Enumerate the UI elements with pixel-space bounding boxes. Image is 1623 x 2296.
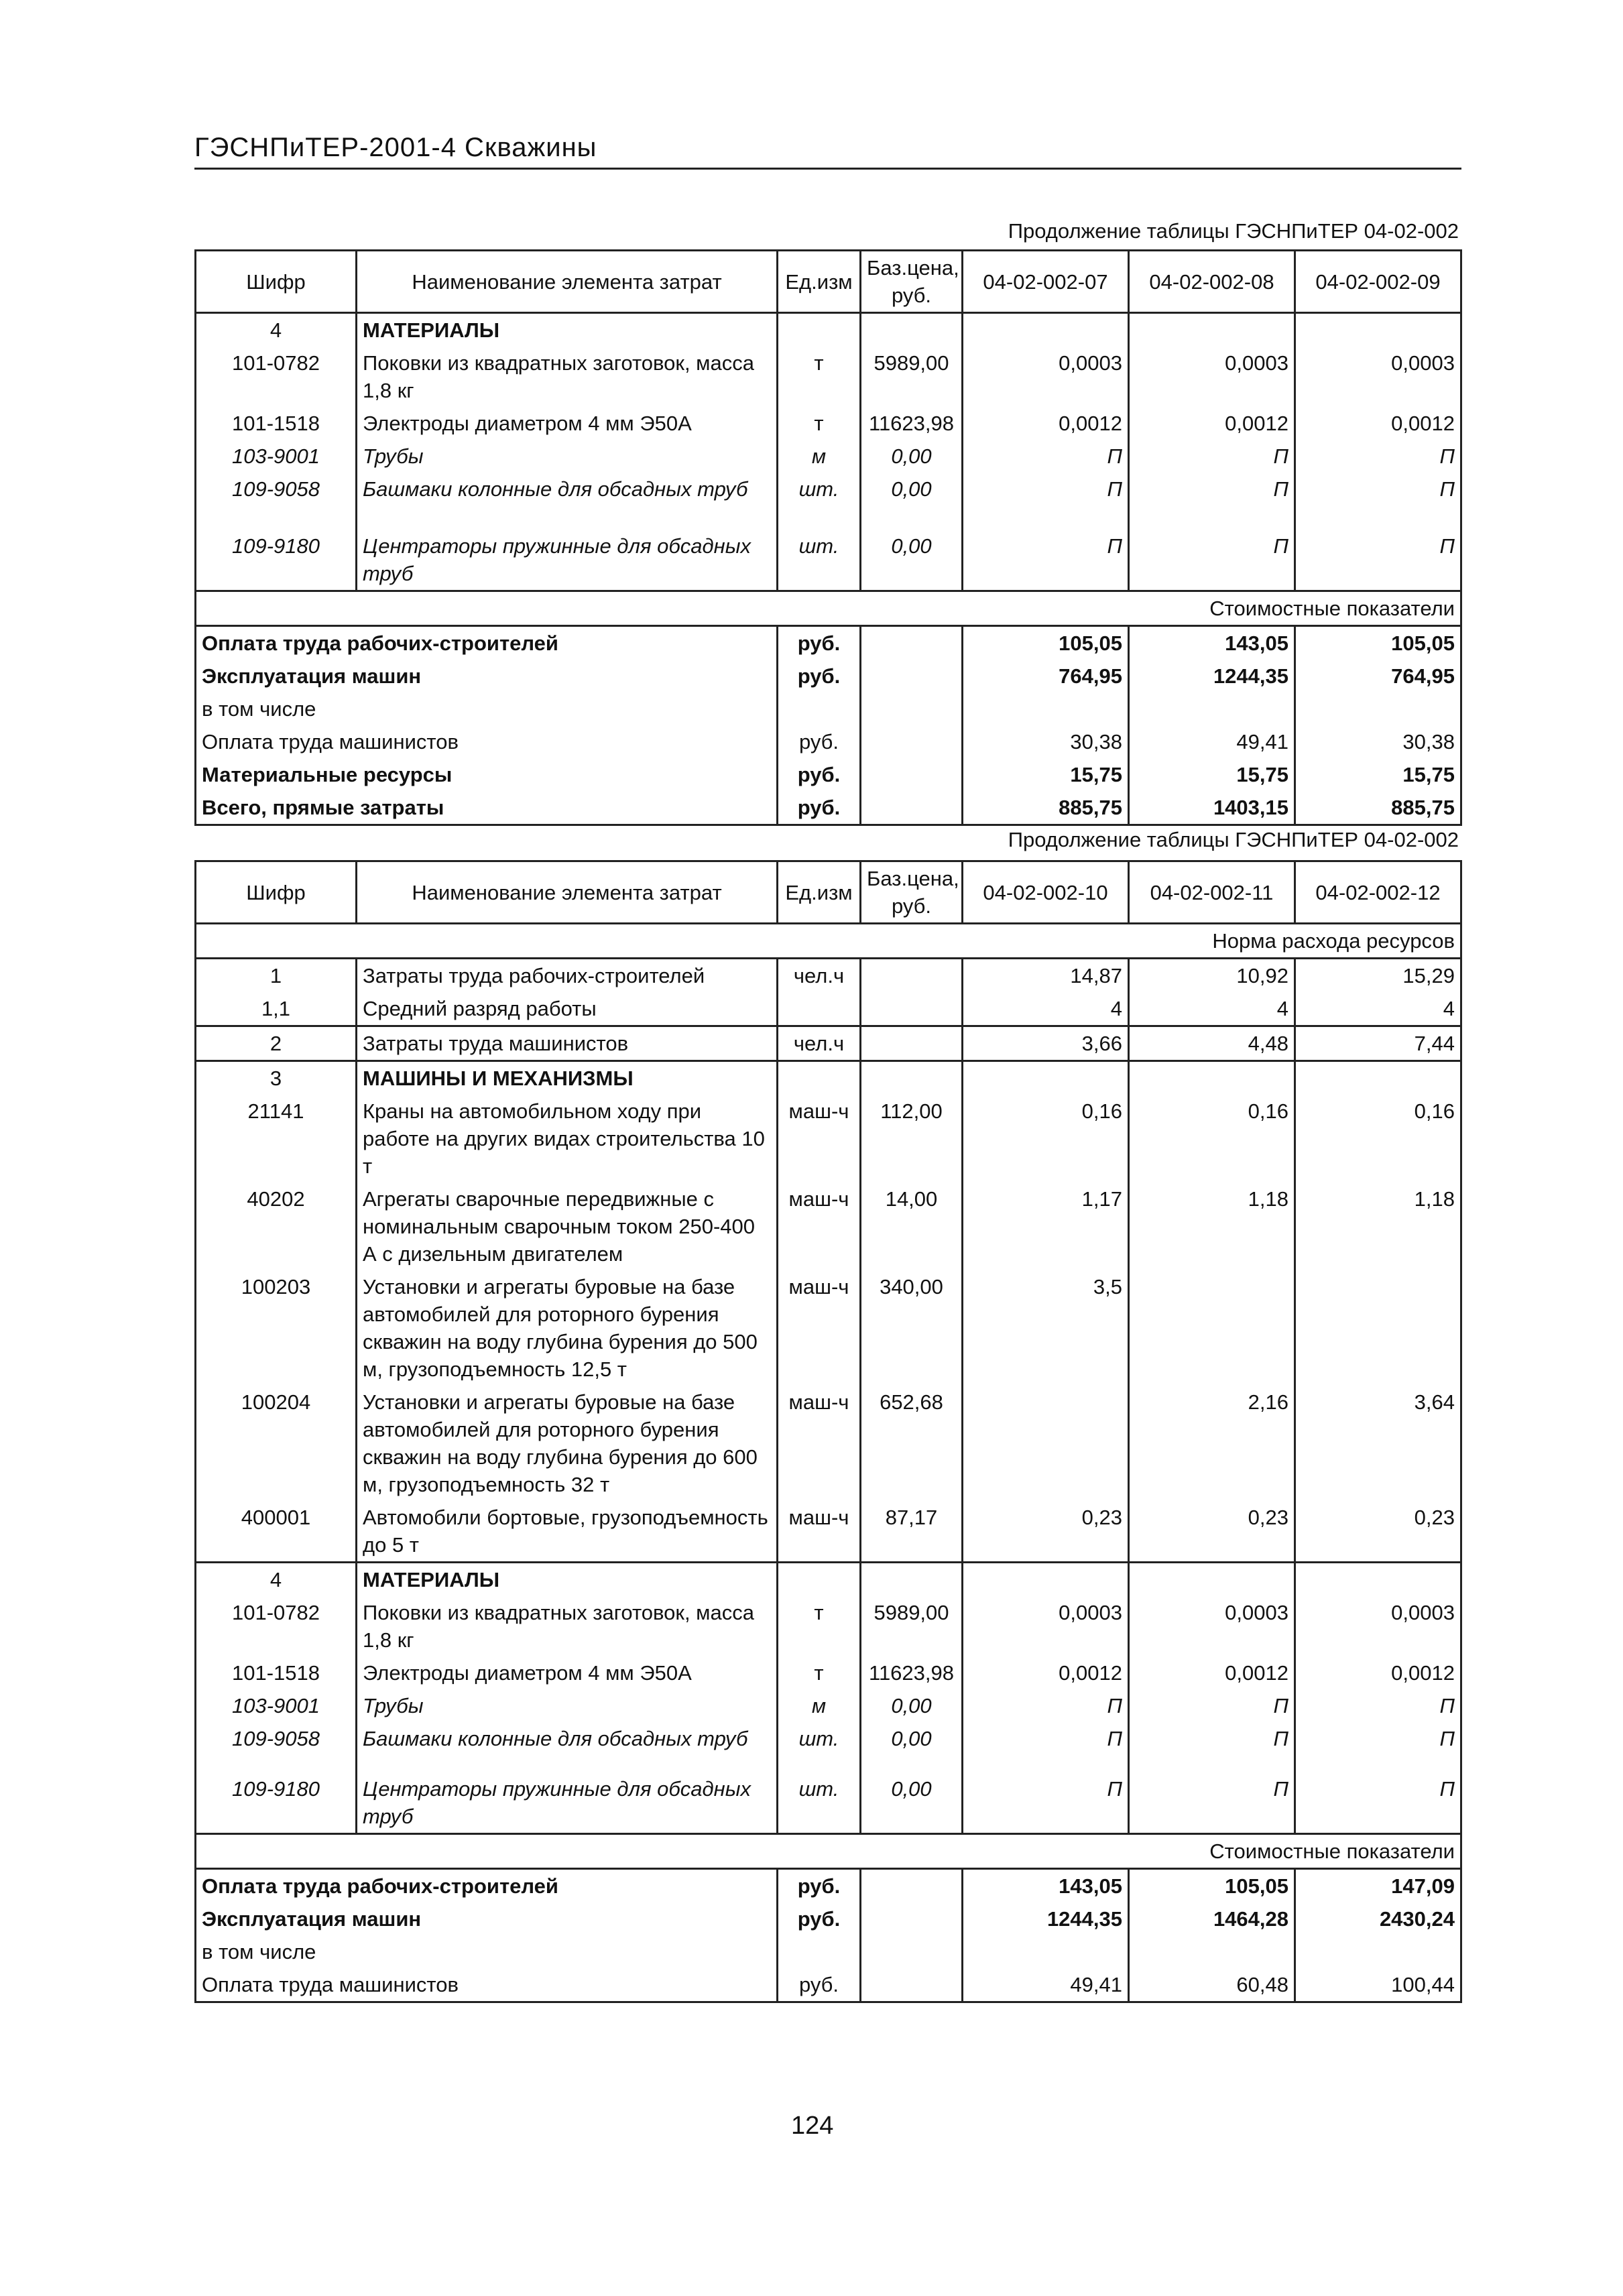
cost-unit: руб.	[778, 626, 861, 660]
table-row	[196, 992, 1461, 1026]
table-row	[196, 1061, 1461, 1095]
row-unit: т	[778, 347, 861, 407]
cost-name: Оплата труда машинистов	[196, 1968, 778, 2002]
row-price: 87,17	[861, 1501, 963, 1563]
table-2	[194, 860, 1462, 2003]
row-name: Трубы	[357, 1689, 778, 1722]
page-number: 124	[791, 2112, 834, 2140]
row-unit: м	[778, 440, 861, 473]
section-row	[196, 591, 1461, 626]
row-name: Поковки из квадратных заготовок, масса 1,8 кг	[357, 347, 778, 407]
table-row	[196, 473, 1461, 505]
row-unit: м	[778, 1689, 861, 1722]
row-value: 0,16	[1295, 1095, 1461, 1183]
cost-row	[196, 791, 1461, 825]
cost-value	[1129, 1935, 1295, 1968]
cost-value: 100,44	[1295, 1968, 1461, 2002]
cost-name: в том числе	[196, 692, 778, 725]
cost-value: 1244,35	[1129, 660, 1295, 692]
section-row	[196, 1834, 1461, 1869]
row-value	[1129, 1563, 1295, 1597]
row-unit: шт.	[778, 1755, 861, 1834]
row-value: П	[1295, 1722, 1461, 1755]
row-unit	[778, 1563, 861, 1597]
row-name: Средний разряд работы	[357, 992, 778, 1026]
row-price: 5989,00	[861, 1596, 963, 1656]
table-row	[196, 1689, 1461, 1722]
cost-value: 1464,28	[1129, 1902, 1295, 1935]
row-name: Центраторы пружинные для обсадных труб	[357, 505, 778, 591]
cost-row	[196, 692, 1461, 725]
cost-value: 885,75	[1295, 791, 1461, 825]
row-unit: шт.	[778, 505, 861, 591]
cost-unit: руб.	[778, 1902, 861, 1935]
running-header: ГЭСНПиТЕР-2001-4 Скважины	[194, 133, 597, 162]
row-price: 0,00	[861, 1689, 963, 1722]
cost-name: Оплата труда рабочих-строителей	[196, 1869, 778, 1903]
row-code: 1	[196, 959, 357, 993]
row-name: Трубы	[357, 440, 778, 473]
row-value: 0,23	[1295, 1501, 1461, 1563]
row-value: 10,92	[1129, 959, 1295, 993]
row-value: П	[963, 505, 1129, 591]
row-price	[861, 1026, 963, 1061]
row-unit	[778, 992, 861, 1026]
row-name: Затраты труда машинистов	[357, 1026, 778, 1061]
row-price	[861, 313, 963, 347]
row-code: 103-9001	[196, 440, 357, 473]
cost-unit: руб.	[778, 791, 861, 825]
cost-value: 105,05	[1129, 1869, 1295, 1903]
row-unit: маш-ч	[778, 1183, 861, 1270]
row-value: П	[963, 1755, 1129, 1834]
cost-value: 2430,24	[1295, 1902, 1461, 1935]
row-value: 0,0012	[1129, 1656, 1295, 1689]
row-value	[1295, 1563, 1461, 1597]
table-1-caption: Продолжение таблицы ГЭСНПиТЕР 04-02-002	[1008, 219, 1459, 243]
col-code-07-header: 04-02-002-07	[963, 251, 1129, 313]
row-price	[861, 992, 963, 1026]
row-code: 4	[196, 1563, 357, 1597]
row-price: 5989,00	[861, 347, 963, 407]
row-value: П	[1129, 505, 1295, 591]
table-row	[196, 407, 1461, 440]
cost-value: 1244,35	[963, 1902, 1129, 1935]
row-price: 652,68	[861, 1386, 963, 1501]
table-row	[196, 1026, 1461, 1061]
row-price	[861, 1563, 963, 1597]
cost-value	[963, 692, 1129, 725]
cost-name: Оплата труда машинистов	[196, 725, 778, 758]
row-value: П	[1129, 440, 1295, 473]
cost-name: в том числе	[196, 1935, 778, 1968]
row-price: 112,00	[861, 1095, 963, 1183]
row-value: 3,5	[963, 1270, 1129, 1386]
col-code-11-header: 04-02-002-11	[1129, 861, 1295, 924]
col-code-08-header: 04-02-002-08	[1129, 251, 1295, 313]
row-value: 1,18	[1295, 1183, 1461, 1270]
row-unit: маш-ч	[778, 1386, 861, 1501]
table-row	[196, 1596, 1461, 1656]
cost-value: 105,05	[963, 626, 1129, 660]
row-unit: т	[778, 1656, 861, 1689]
col-code-header: Шифр	[196, 251, 357, 313]
row-value: 0,0012	[1295, 1656, 1461, 1689]
row-code: 100203	[196, 1270, 357, 1386]
row-price: 11623,98	[861, 1656, 963, 1689]
row-value: 2,16	[1129, 1386, 1295, 1501]
cost-value: 1403,15	[1129, 791, 1295, 825]
row-value: 3,66	[963, 1026, 1129, 1061]
row-value: 0,16	[963, 1095, 1129, 1183]
cost-value: 15,75	[1129, 758, 1295, 791]
row-value	[1129, 1061, 1295, 1095]
row-value	[963, 313, 1129, 347]
row-value: 1,18	[1129, 1183, 1295, 1270]
row-name: Башмаки колонные для обсадных труб	[357, 473, 778, 505]
cost-value: 143,05	[963, 1869, 1129, 1903]
cost-value: 143,05	[1129, 626, 1295, 660]
col-code-header: Шифр	[196, 861, 357, 924]
row-value: 7,44	[1295, 1026, 1461, 1061]
row-name: Электроды диаметром 4 мм Э50А	[357, 407, 778, 440]
section-cost-indicators: Стоимостные показатели	[196, 1834, 1461, 1869]
row-name: Установки и агрегаты буровые на базе автомобилей для роторного бурения скважин на воду глубина бурения до 500 м, грузоподъемность 12,5 т	[357, 1270, 778, 1386]
row-name: Затраты труда рабочих-строителей	[357, 959, 778, 993]
row-unit: чел.ч	[778, 959, 861, 993]
row-value	[963, 1061, 1129, 1095]
row-value: 0,0003	[1295, 347, 1461, 407]
cost-unit: руб.	[778, 758, 861, 791]
row-value: 15,29	[1295, 959, 1461, 993]
row-name: МАШИНЫ И МЕХАНИЗМЫ	[357, 1061, 778, 1095]
table-row	[196, 959, 1461, 993]
table-row	[196, 1183, 1461, 1270]
row-value	[1295, 313, 1461, 347]
row-value: П	[963, 1722, 1129, 1755]
row-code: 101-1518	[196, 407, 357, 440]
row-code: 4	[196, 313, 357, 347]
table-2-header-row	[196, 861, 1461, 924]
row-code: 100204	[196, 1386, 357, 1501]
row-name: Установки и агрегаты буровые на базе автомобилей для роторного бурения скважин на воду глубина бурения до 600 м, грузоподъемность 32 т	[357, 1386, 778, 1501]
cost-value	[1295, 1935, 1461, 1968]
row-value: П	[1295, 505, 1461, 591]
row-value: 0,16	[1129, 1095, 1295, 1183]
cost-value: 885,75	[963, 791, 1129, 825]
cost-unit: руб.	[778, 1968, 861, 2002]
cost-unit: руб.	[778, 660, 861, 692]
row-code: 103-9001	[196, 1689, 357, 1722]
row-value: 0,0003	[963, 1596, 1129, 1656]
row-price	[861, 959, 963, 993]
row-code: 400001	[196, 1501, 357, 1563]
row-code: 21141	[196, 1095, 357, 1183]
cost-row	[196, 725, 1461, 758]
cost-unit: руб.	[778, 1869, 861, 1903]
table-row	[196, 1386, 1461, 1501]
row-value: П	[963, 440, 1129, 473]
row-price: 0,00	[861, 473, 963, 505]
cost-value: 60,48	[1129, 1968, 1295, 2002]
row-value: П	[1295, 473, 1461, 505]
section-row	[196, 924, 1461, 959]
cost-value: 147,09	[1295, 1869, 1461, 1903]
table-2-caption: Продолжение таблицы ГЭСНПиТЕР 04-02-002	[1008, 828, 1459, 851]
row-value	[963, 1386, 1129, 1501]
row-value: 4	[1295, 992, 1461, 1026]
row-unit	[778, 1061, 861, 1095]
row-price: 14,00	[861, 1183, 963, 1270]
table-1-header-row	[196, 251, 1461, 313]
row-code: 1,1	[196, 992, 357, 1026]
table-1	[194, 249, 1462, 826]
row-unit: т	[778, 1596, 861, 1656]
row-price: 0,00	[861, 440, 963, 473]
col-code-09-header: 04-02-002-09	[1295, 251, 1461, 313]
table-row	[196, 313, 1461, 347]
row-value: 3,64	[1295, 1386, 1461, 1501]
row-value	[1295, 1061, 1461, 1095]
row-code: 109-9058	[196, 1722, 357, 1755]
cost-value	[1129, 692, 1295, 725]
row-code: 109-9180	[196, 505, 357, 591]
row-value	[1295, 1270, 1461, 1386]
row-value: 4,48	[1129, 1026, 1295, 1061]
row-price: 340,00	[861, 1270, 963, 1386]
cost-value: 105,05	[1295, 626, 1461, 660]
row-unit: шт.	[778, 473, 861, 505]
row-name: Электроды диаметром 4 мм Э50А	[357, 1656, 778, 1689]
table-row	[196, 440, 1461, 473]
row-name: Агрегаты сварочные передвижные с номинальным сварочным током 250-400 А с дизельным двигателем	[357, 1183, 778, 1270]
row-name: Поковки из квадратных заготовок, масса 1,8 кг	[357, 1596, 778, 1656]
row-unit: чел.ч	[778, 1026, 861, 1061]
row-code: 101-0782	[196, 347, 357, 407]
header-rule	[194, 168, 1461, 170]
cost-value: 49,41	[963, 1968, 1129, 2002]
row-value	[1129, 1270, 1295, 1386]
cost-row	[196, 626, 1461, 660]
cost-row	[196, 1902, 1461, 1935]
row-code: 40202	[196, 1183, 357, 1270]
col-price-header: Баз.цена, руб.	[861, 251, 963, 313]
cost-row	[196, 1869, 1461, 1903]
row-unit: маш-ч	[778, 1095, 861, 1183]
row-code: 101-1518	[196, 1656, 357, 1689]
cost-value: 764,95	[1295, 660, 1461, 692]
row-value: П	[1129, 1755, 1295, 1834]
cost-name: Эксплуатация машин	[196, 1902, 778, 1935]
row-value: 0,23	[963, 1501, 1129, 1563]
row-unit: маш-ч	[778, 1501, 861, 1563]
row-name: Центраторы пружинные для обсадных труб	[357, 1755, 778, 1834]
table-row	[196, 347, 1461, 407]
cost-value: 764,95	[963, 660, 1129, 692]
section-cost-indicators: Стоимостные показатели	[196, 591, 1461, 626]
row-name: Автомобили бортовые, грузоподъемность до 5 т	[357, 1501, 778, 1563]
cost-row	[196, 1968, 1461, 2002]
row-price: 0,00	[861, 1755, 963, 1834]
row-unit	[778, 313, 861, 347]
row-value: 0,0012	[1295, 407, 1461, 440]
row-value: П	[1129, 1722, 1295, 1755]
cost-name: Эксплуатация машин	[196, 660, 778, 692]
row-value: 0,0012	[963, 1656, 1129, 1689]
row-code: 101-0782	[196, 1596, 357, 1656]
table-row	[196, 1095, 1461, 1183]
table-row	[196, 1501, 1461, 1563]
row-value: П	[1295, 1755, 1461, 1834]
cost-value: 30,38	[963, 725, 1129, 758]
row-value: П	[1129, 1689, 1295, 1722]
section-resource-norm: Норма расхода ресурсов	[196, 924, 1461, 959]
col-name-header: Наименование элемента затрат	[357, 251, 778, 313]
row-value: 0,0012	[963, 407, 1129, 440]
cost-value	[963, 1935, 1129, 1968]
table-row	[196, 1755, 1461, 1834]
cost-name: Материальные ресурсы	[196, 758, 778, 791]
row-value: 14,87	[963, 959, 1129, 993]
row-value	[1129, 313, 1295, 347]
row-value: П	[963, 1689, 1129, 1722]
cost-value	[1295, 692, 1461, 725]
row-value	[963, 1563, 1129, 1597]
cost-row	[196, 660, 1461, 692]
row-value: 0,0003	[1295, 1596, 1461, 1656]
table-row	[196, 1722, 1461, 1755]
row-code: 2	[196, 1026, 357, 1061]
cost-row	[196, 1935, 1461, 1968]
row-price: 11623,98	[861, 407, 963, 440]
table-row	[196, 505, 1461, 591]
cost-name: Оплата труда рабочих-строителей	[196, 626, 778, 660]
cost-name: Всего, прямые затраты	[196, 791, 778, 825]
table-row	[196, 1563, 1461, 1597]
row-value: 0,0003	[1129, 1596, 1295, 1656]
row-unit: маш-ч	[778, 1270, 861, 1386]
row-value: 4	[1129, 992, 1295, 1026]
row-value: П	[963, 473, 1129, 505]
row-value: 0,0003	[963, 347, 1129, 407]
row-unit: шт.	[778, 1722, 861, 1755]
row-value: П	[1295, 440, 1461, 473]
col-unit-header: Ед.изм	[778, 861, 861, 924]
row-value: П	[1295, 1689, 1461, 1722]
row-name: Краны на автомобильном ходу при работе на других видах строительства 10 т	[357, 1095, 778, 1183]
row-value: П	[1129, 473, 1295, 505]
row-value: 1,17	[963, 1183, 1129, 1270]
row-code: 109-9180	[196, 1755, 357, 1834]
row-name: МАТЕРИАЛЫ	[357, 313, 778, 347]
col-price-header: Баз.цена, руб.	[861, 861, 963, 924]
row-unit: т	[778, 407, 861, 440]
col-code-10-header: 04-02-002-10	[963, 861, 1129, 924]
row-price	[861, 1061, 963, 1095]
table-row	[196, 1270, 1461, 1386]
row-name: Башмаки колонные для обсадных труб	[357, 1722, 778, 1755]
col-unit-header: Ед.изм	[778, 251, 861, 313]
cost-unit: руб.	[778, 725, 861, 758]
table-row	[196, 1656, 1461, 1689]
row-value: 0,0003	[1129, 347, 1295, 407]
cost-value: 15,75	[1295, 758, 1461, 791]
cost-value: 15,75	[963, 758, 1129, 791]
row-value: 0,0012	[1129, 407, 1295, 440]
cost-row	[196, 758, 1461, 791]
cost-unit	[778, 1935, 861, 1968]
col-name-header: Наименование элемента затрат	[357, 861, 778, 924]
row-code: 109-9058	[196, 473, 357, 505]
row-price: 0,00	[861, 1722, 963, 1755]
row-value: 4	[963, 992, 1129, 1026]
row-price: 0,00	[861, 505, 963, 591]
col-code-12-header: 04-02-002-12	[1295, 861, 1461, 924]
cost-unit	[778, 692, 861, 725]
cost-value: 49,41	[1129, 725, 1295, 758]
row-value: 0,23	[1129, 1501, 1295, 1563]
row-name: МАТЕРИАЛЫ	[357, 1563, 778, 1597]
row-code: 3	[196, 1061, 357, 1095]
cost-value: 30,38	[1295, 725, 1461, 758]
